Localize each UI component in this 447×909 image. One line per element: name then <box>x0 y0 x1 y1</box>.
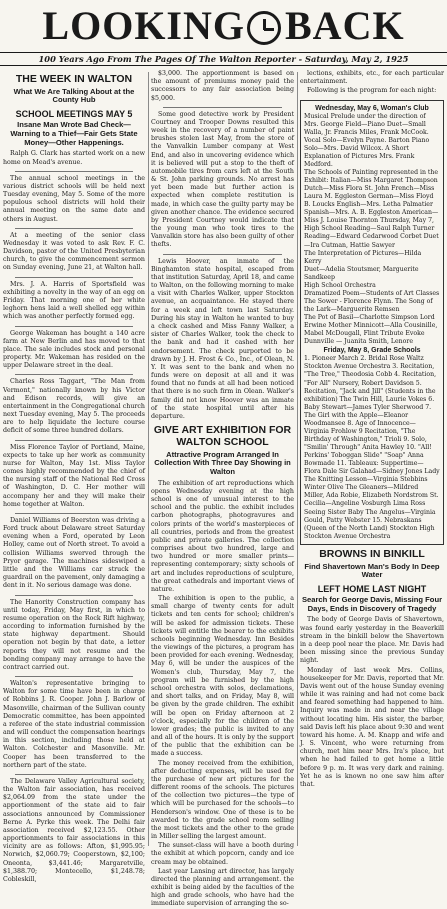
article-subhead: Find Shavertown Man's Body In Deep Water <box>304 561 440 580</box>
masthead-title <box>0 4 447 48</box>
article-paragraph: The exhibition of art reproductions which opens Wednesday evening at the high school is one of unusual interest to the school and the public. the exhibit includes carbon photographs, photogravures and colors prints of the world's masterpieces of all countries, periods and from the greatest public and private galleries. The collection comprises about two hundred, large and two hundred or more smaller prints—representing contemporary; sixty schools of art and includes reproductions of sculpture, the great cathedrals and important views of nature. <box>151 479 294 593</box>
divider <box>15 326 133 327</box>
program-box <box>300 100 444 545</box>
article-paragraph: Charles Ross Taggart, "The Man from Vermont," nationally known by his Victor and Edison records, will give an entertainment in the Congregational church next Tuesday evening, May 5. The proceeds are to help liquidate the lecture course deficit of some three hundred dollars. <box>3 378 145 435</box>
article-headline: LEFT HOME LAST NIGHT <box>317 583 427 594</box>
divider <box>15 228 133 229</box>
article-paragraph: Walton's representative bringing to Walton for some time have been in charge of Robbins J. R. Cooper. John J. Barlow of Masonville, chairman of the Sullivan county Democratic committee, has been appointed a referee of the state industrial commission and will conduct the compensation hearings in this section, including those held at Walton. Colchester and Masonville. Mr. Cooper has been transferred to the northern part of the state. <box>3 680 145 769</box>
program-text: High School Orchestra <box>304 281 376 289</box>
masthead-tagline: 100 Years Ago From The Pages Of The Walton Reporter - Saturday, May 2, 1925 <box>0 52 447 66</box>
article-paragraph: $3,000. The apportionment is based on the amount of premiums money paid the successors to any fair association being $5,000. <box>151 70 294 102</box>
article-paragraph: George Wakeman has bought a 140 acre farm at New Berlin and has moved to that place. The sale includes stock and personal property. Mr. Wakeman has resided on the upper Delaware street in the deal. <box>3 329 145 370</box>
program-text: Musical Prelude under the direction of Mrs. George Field—Piano Duet—Small Walla, Jr. Francis Miles, Frank McCook. Vocal Solo—Evelyn Payne. Barton Piano Solo—Mrs. David Wilcox. A Short Explanation of Pictures Mrs. Frank Medford. <box>304 112 430 168</box>
article-headline: BROWNS IN BINKILL <box>319 547 425 560</box>
column-2 <box>151 70 294 908</box>
article-paragraph: At a meeting of the senior class Wednesday it was voted to ask Rev. F. C. Davidson, pastor of the United Presbyterian church, to give the commencement sermon on Sunday evening, June 21, at Walton hall. <box>3 231 145 272</box>
clock-icon <box>247 11 281 45</box>
column-divider <box>297 72 298 846</box>
article-paragraph: lections, exhibits, etc., for each particular entertainment. <box>300 70 444 86</box>
divider <box>15 513 133 514</box>
column-3 <box>300 70 444 850</box>
program-text: The Schools of Painting represented in the Exhibit: Italian—Miss Margaret Thompson Dutch—Miss Flora St. John French—Miss Laura M. Eggleston German—Miss Floyd B. Loucks English—Mrs. Letha Palmatier Spanish—Mrs. A. B. Eggleston American—Miss J. Louise Thornton Thursday, May 7, High School Reading—Saul Ralph Turner Reading—Edward Cedarwood Corbet Duet—Ira Cutman, Hattie Sawyer <box>304 168 439 249</box>
program-text: Dramatized Poem—Students of Art Classes <box>304 289 440 297</box>
program-text: The Sower - Florence Flynn. The Song of the Lark—Marguerite Remsen <box>304 297 433 314</box>
program-text: Duet—Adelia Stoutsmer, Marguerite Sandkeep <box>304 265 419 281</box>
divider <box>15 774 133 775</box>
article-paragraph: The body of George Davis of Shavertown, was found early yesterday in the Beaverkill stream in the binkill below the Shavertown in a deep pool near the place. Mr. Davis had been missing since the previous Sunday night. <box>300 616 444 665</box>
article-paragraph: The annual school meetings in the various district schools will be held next Tuesday evening, May 5. Some of the more populous school districts will hold their annual meeting on the same date and others in August. <box>3 174 145 223</box>
article-paragraph: The Delaware Valley Agricultural society, the Walton fair association, has received $2,064.09 from the state under the apportionment of the state aid to fair associations announced by Commissioner Berne A. Pyrke this week. The Delhi fair association received $2,123.55. Other apportionments to fair associations in this vicinity are as follows: Afton, $1,995.95; Norwich, $2,060.79; Cooperstown, $2,100; Oneonta, $3,441.46; Margaretville, $1,388.70; Montecello, $1,248.78; Cobleskill, <box>3 777 145 883</box>
article-paragraph: Miss Florence Taylor of Portland, Maine, expects to take up her work as community nurse for Walton, May 1st. Miss Taylor comes highly recommended by the chief of the nursing staff of the National Red Cross of Washington, D. C. Her mother will accompany her and they will make their home together at Walton. <box>3 443 145 508</box>
masthead <box>0 0 447 66</box>
article-paragraph: The exhibition is open to the public, a small charge of twenty cents for adult tickets and ten cents for school; children's will be asked for admission tickets. These tickets will entitle the bearer to the exhibits schools beginning Wednesday. Inn Besides the viewings of the pictures, a program has been provided for each evening. Wednesday, May 6, will be under the auspices of the Women's club, Thursday, May 7, the program will be furnished by the high school orchestra with solos, declamations, and short talks, and on Friday, May 8, will be given by the grade children. The exhibit will be open on Friday afternoon at 2 o'clock, especially for the children of the lower grades; the public is invited to any and all of the hours. It is only by the support of the public that the exhibition can be made a success. <box>151 595 294 758</box>
program-text: 1. Pioneer March 2. Bridal Rose Waltz Stockton Avenue Orchestra 3. Recitation, "The Tree," Theodosia Cobb 4. Recitation, "For All" Nursery, Robert Davidson 5. Recitation, "Jack and Jill" (Students in the exhibition) The Twin Hill, Laurie Vokes 6. Baby Stewart—James Tyler Sherwood 7. The Girl with the Apple—Eleanor Woodmansee 8. Age of Innocence—Virginia Frohlow 9 Recitation, "The Birthday of Washington," Trioli 9. Solo, "Smilin' Through" Anita Hawley 10. "All! Perkins' Toboggan Slide" "Soap" Anna Bowmade 11. Tableaux: Suppertime—Flora Dale Sir Galahad—Sidney Jones Lady The Knitting Lesson—Virginia Stebbins Winter Olive The Gleaners—Mildred Miller, Ada Robie, Elizabeth Nordstrom St. Cecilia—Angeline Vosburgh Lima Ross Seeing Sister Baby The Angelus—Virginia Gould, Patty Webster 15. Nebraskans (Queen of the North Land) Stockton High Stockton Avenue Orchestra <box>304 355 440 540</box>
article-headline: SCHOOL MEETINGS MAY 5 <box>15 109 133 120</box>
article-paragraph: Mrs. J. A. Harris of Sportsfield was exhibiting a novelty in the way of an egg on Friday. That morning one of her white leghorn hens laid a well shelled egg within which was another perfectly formed egg. <box>3 280 145 321</box>
program-heading: Wednesday, May 6, Woman's Club <box>315 104 429 112</box>
article-paragraph: Last year Lansing art director, has largely directed the planning and arrangement. the exhibit is being aided by the faculties of the high and grade schools, who have had the immediate supervision of arranging the so- <box>151 867 294 908</box>
masthead-title-first: LOOKING <box>42 3 245 48</box>
article-paragraph: The sunset-class will have a booth during the exhibit at which popcorn, candy and ice cream may be obtained. <box>151 842 294 866</box>
masthead-title-second: BACK <box>285 3 405 48</box>
divider <box>15 440 133 441</box>
article-subhead: Search for George Davis, Missing Four Days, Ends in Discovery of Tragedy <box>301 595 443 613</box>
column-1 <box>3 70 146 883</box>
article-paragraph: Daniel Williams of Beerston was driving a Ford truck about Delaware street Saturday evening when a Ford, operated by Leon Holley, came out of North street. To avoid a collision Williams swerved through the Pryor garage. The machines sideswiped a little and the Williams car struck the guardrail on the pavement, only damaging a dent in it. No serious damage was done. <box>3 516 146 590</box>
article-paragraph: The Hanority Construction company has until today, Friday, May first, in which to resume operation on the Rock Rift highway, according to information furnished by the state highway department. Should operation not begin by that date, a letter reports they will not resume and the bonding company may arrange to have the contract carried out. <box>3 598 145 671</box>
divider <box>15 595 133 596</box>
divider <box>15 171 133 172</box>
divider <box>163 107 282 108</box>
article-paragraph: Ralph G. Clark has started work on a new home on Mead's avenue. <box>3 150 145 166</box>
article-subhead: Insane Man Wrote Bad Check—Warning to a Thief—Fair Gets State Money—Other Happenings. <box>10 120 138 147</box>
column-divider <box>148 72 149 846</box>
article-paragraph: The money received from the exhibition, after deducting expenses, will be used for the purchase of new art pictures for the different rooms of the schools. The pictures of the collection two pictures—the type of which will be purchased for the schools—to Henderson's window. One of these is to be awarded to the grade school room selling the most tickets and the other to the grade in Miller selling the largest amount. <box>151 759 294 841</box>
article-headline: GIVE ART EXHIBITION FOR WALTON SCHOOL <box>153 424 292 448</box>
divider <box>15 676 133 677</box>
article-subhead: What We Are Talking About at the County Hub <box>13 86 135 105</box>
article-paragraph: Following is the program for each night: <box>307 87 437 95</box>
divider <box>15 277 133 278</box>
program-heading: Friday, May 8, Grade Schools <box>323 347 421 355</box>
article-paragraph: Monday of last week Mrs. Collins, housekeeper for Mr. Davis, reported that Mr. Davis went out of the house Sunday evening while it was raining and had not come back and feared something had happened to him. Inquiry was made in and near the village without locating him. His sister, the barber, said Davis left his place about 9:30 and went toward his home. A. M. Knapp and wife and J. S. Vincent, who were returning from church, met him near Mrs. Ira's place, but when he had failed to get home a little before 9 p. m. It was very dark and raining. Yet he as is known no one saw him after that. <box>300 666 444 788</box>
article-headline: THE WEEK IN WALTON <box>15 73 133 85</box>
article-paragraph: Lewis Hoover, an inmate of the Binghamton state hospital, escaped from that institution Saturday, April 18, and came to Walton, on the following morning to make a visit with Charles Walker, upper Stockton avenue, an acquaintance. He stayed there for a week and left town last Saturday. During his stay in Walton he wanted to buy a check cashed and Miss Fanny Walker, a sister of Charles Walker, took the check to the bank and had it cashed with her endorsement. The check purported to be drawn by J. H. Frost & Co., Inc., of Olean, N. Y. It was sent to the bank and when no funds were on deposit at all and it was found that no funds at all had been noticed that there is no such firm in Olean. Walker's family did not know Hoover was an inmate of the state hospital until after his departure. <box>151 257 294 420</box>
article-subhead: Attractive Program Arranged In Collection With Three Day Showing in Walton <box>154 449 291 476</box>
divider <box>163 254 282 255</box>
divider <box>15 374 133 375</box>
article-paragraph: Some good detective work by President Courtney and Trooper Downs resulted this week in the recovery of a number of paint brushes stolen last May, from the store of the Vanvalkin Lumber company at West End, and also in uncovering evidence which it is believed will put a stop to the theft of automobile tires from cars left at the South & St. John parking grounds. No arrest has yet been made but further action is expected when complete restitution is made, in which case the guilty party may be given another chance. The evidence secured by President Courtney would indicate that the young man who took tires to the Vanvalkin store has also been guilty of other thefts. <box>151 110 294 249</box>
program-text: The Pot of Basil—Charlotte Simpson Lord Erwine Mother Minnicott—Alla Cousinille, Mabel McDougall, Flint Tribute Evoke Dunnville — Juanita Smith, Lenore <box>304 314 438 346</box>
program-text: The Interpretation of Pictures—Hilda Kerry <box>304 249 422 265</box>
